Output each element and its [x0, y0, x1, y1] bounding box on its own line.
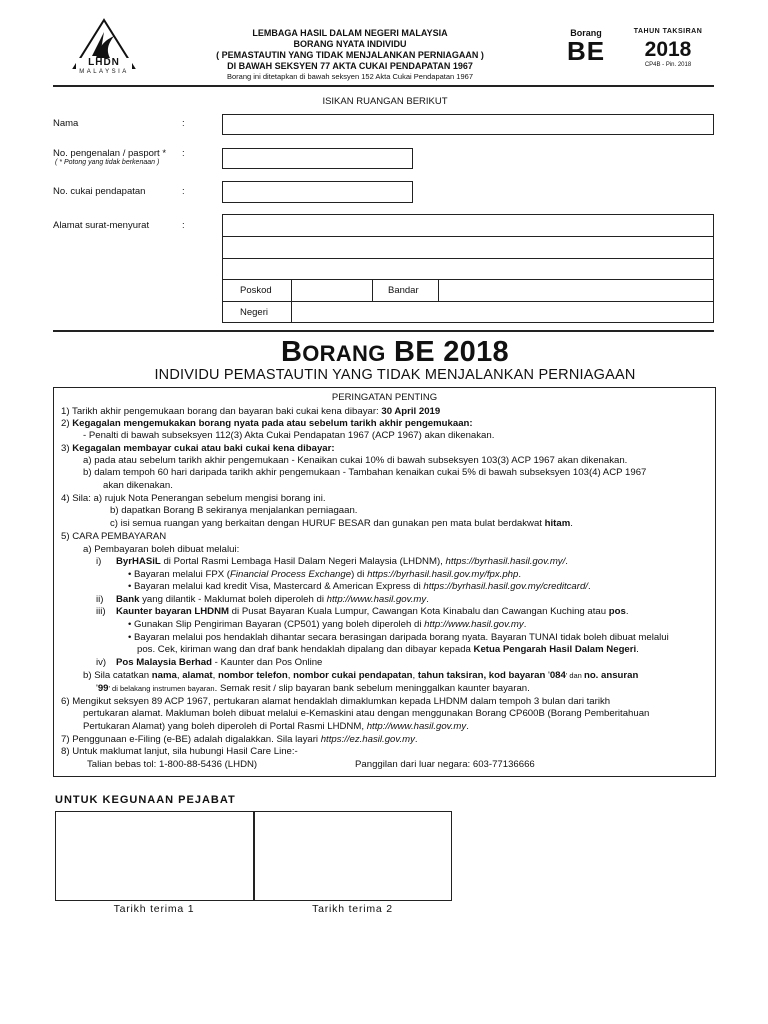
tarikh-terima-2-label: Tarikh terima 2: [312, 903, 393, 915]
notice-5b: b) Sila catatkan nama, alamat, nombor telefon, nombor cukai pendapatan, tahun taksiran, kod bayaran '084' dan no. ansuran: [83, 670, 639, 681]
notice-item-7: 7) Penggunaan e-Filing (e-BE) adalah digalakkan. Sila layari https://ez.hasil.gov.my.: [61, 734, 418, 745]
nama-colon: :: [182, 118, 185, 129]
notice-item-3b: b) dalam tempoh 60 hari daripada tarikh akhir pengemukaan - Tambahan kenaikan cukai 5% di bawah subseksyen 103(4) ACP 1967: [83, 467, 647, 478]
alamat-row-line-2: [222, 258, 714, 259]
notice-creditcard: • Bayaran melalui kad kredit Visa, Mastercard & American Express di https://byrhasil.hasil.gov.my/creditcard/.: [128, 581, 591, 592]
title-code: BE 2018: [394, 336, 509, 368]
notice-tollfree: Talian bebas tol: 1-800-88-5436 (LHDN): [87, 759, 258, 770]
title-prefix-rest: ORANG: [302, 341, 386, 366]
ic-field[interactable]: [222, 148, 413, 169]
borang-code: BE: [566, 36, 606, 66]
ic-label: No. pengenalan / pasport *: [53, 148, 167, 159]
notice-fpx: • Bayaran melalui FPX (Financial Process Exchange) di https://byrhasil.hasil.gov.my/fpx.php.: [128, 569, 521, 580]
negeri-label: Negeri: [240, 307, 268, 318]
alamat-colon: :: [182, 220, 185, 231]
notice-item-4c: c) isi semua ruangan yang berkaitan dengan HURUF BESAR dan gunakan pen mata bulat berdakwat hitam.: [110, 518, 573, 529]
notice-item-5: 5) CARA PEMBAYARAN: [61, 531, 167, 542]
form-code: CP4B - Pin. 2018: [644, 62, 692, 68]
notice-item-2: 2) Kegagalan mengemukakan borang nyata pada atau sebelum tarikh akhir pengemukaan:: [61, 418, 473, 429]
office-use-divider: [253, 811, 255, 901]
form-subtitle: INDIVIDU PEMASTAUTIN YANG TIDAK MENJALANKAN PERNIAGAAN: [154, 367, 636, 383]
notice-item-3b-cont: akan dikenakan.: [103, 480, 173, 491]
poskod-field[interactable]: [292, 280, 372, 301]
header-block: [150, 28, 550, 82]
lhdn-logo: [70, 18, 138, 78]
notice-cp501: • Gunakan Slip Pengiriman Bayaran (CP501) yang boleh diperoleh di http://www.hasil.gov.my.: [128, 619, 527, 630]
title-prefix-cap: B: [281, 336, 303, 368]
bandar-divider-1: [372, 279, 373, 301]
notice-item-2-detail: - Penalti di bawah subseksyen 112(3) Akta Cukai Pendapatan 1967 (ACP 1967) akan dikenakan.: [83, 430, 495, 441]
notice-5a-iv: iv) Pos Malaysia Berhad - Kaunter dan Pos Online: [96, 657, 323, 668]
logo-text: LHDN: [88, 57, 120, 68]
notice-item-6-cont1: pertukaran alamat. Makluman boleh dibuat melalui e-Kemaskini atau dengan menggunakan Borang CP600B (Borang Pemberitahuan: [83, 708, 650, 719]
nama-label: Nama: [53, 118, 79, 129]
tarikh-terima-1-field[interactable]: [57, 813, 251, 899]
form-category: ( PEMASTAUTIN YANG TIDAK MENJALANKAN PERNIAGAAN ): [216, 50, 484, 60]
notice-heading: PERINGATAN PENTING: [331, 392, 438, 403]
notice-item-1: 1) Tarikh akhir pengemukaan borang dan bayaran baki cukai kena dibayar: 30 April 2019: [61, 406, 441, 417]
notice-5a-iii: iii) Kaunter bayaran LHDNM di Pusat Bayaran Kuala Lumpur, Cawangan Kota Kinabalu dan Cawangan Kuching atau pos.: [96, 606, 629, 617]
borang-block: [560, 28, 612, 64]
section-title: ISIKAN RUANGAN BERIKUT: [322, 96, 448, 107]
ic-note: ( * Potong yang tidak berkenaan ): [55, 159, 160, 166]
tarikh-terima-2-field[interactable]: [256, 813, 450, 899]
tax-field[interactable]: [222, 181, 413, 203]
bandar-label: Bandar: [388, 285, 419, 296]
negeri-field[interactable]: [292, 302, 713, 322]
form-name: BORANG NYATA INDIVIDU: [293, 39, 407, 49]
tarikh-terima-1-label: Tarikh terima 1: [113, 903, 195, 915]
logo-subtext: MALAYSIA: [79, 69, 129, 75]
form-legal-note: Borang ini ditetapkan di bawah seksyen 152 Akta Cukai Pendapatan 1967: [226, 72, 473, 81]
office-use-title: UNTUK KEGUNAAN PEJABAT: [55, 794, 236, 806]
alamat-label: Alamat surat-menyurat: [53, 220, 150, 231]
notice-5a-ii: ii) Bank yang dilantik - Maklumat boleh diperoleh di http://www.hasil.gov.my.: [96, 594, 429, 605]
tahun-label: TAHUN TAKSIRAN: [633, 28, 703, 35]
notice-overseas: Panggilan dari luar negara: 603-77136666: [355, 759, 535, 770]
notice-item-6: 6) Mengikut seksyen 89 ACP 1967, pertukaran alamat hendaklah dimaklumkan kepada LHDNM dalam tempoh 3 bulan dari tarikh: [61, 696, 611, 707]
borang-label: Borang: [570, 28, 602, 38]
tax-colon: :: [182, 186, 185, 197]
notice-pos-cont: pos. Cek, kiriman wang dan draf bank hendaklah dipalang dan dibayar kepada Ketua Pengarah Hasil Dalam Negeri.: [137, 644, 639, 655]
poskod-label: Poskod: [240, 285, 272, 296]
notice-item-5a: a) Pembayaran boleh dibuat melalui:: [83, 544, 240, 555]
tahun-block: [628, 28, 708, 68]
notice-item-5a-i: i) ByrHASiL di Portal Rasmi Lembaga Hasil Dalam Negeri Malaysia (LHDNM), https://byrhasil.hasil.gov.my/.: [96, 556, 568, 567]
ic-colon: :: [182, 148, 185, 159]
nama-field[interactable]: [222, 114, 714, 135]
tahun-value: 2018: [644, 38, 692, 61]
notice-pos: • Bayaran melalui pos hendaklah dihantar secara berasingan daripada borang nyata. Bayaran TUNAI tidak boleh dibuat melalui: [128, 632, 669, 643]
agency-name: LEMBAGA HASIL DALAM NEGERI MALAYSIA: [252, 28, 448, 38]
notice-item-6-cont2: Pertukaran Alamat) yang boleh diperoleh di Portal Rasmi LHDNM, http://www.hasil.gov.my.: [83, 721, 469, 732]
notice-content: [53, 387, 716, 777]
notice-item-3: 3) Kegagalan membayar cukai atau baki cukai kena dibayar:: [61, 443, 335, 454]
notice-item-8: 8) Untuk maklumat lanjut, sila hubungi Hasil Care Line:-: [61, 746, 298, 757]
form-section: DI BAWAH SEKSYEN 77 AKTA CUKAI PENDAPATAN 1967: [227, 61, 473, 71]
alamat-row-line-1: [222, 236, 714, 237]
form-divider: [53, 330, 714, 332]
notice-item-4b: b) dapatkan Borang B sekiranya menjalankan perniagaan.: [110, 505, 358, 516]
notice-item-4a: 4) Sila: a) rujuk Nota Penerangan sebelum mengisi borang ini.: [61, 493, 326, 504]
header-divider: [53, 85, 714, 87]
form-title: [0, 336, 768, 369]
notice-5b-cont: '99' di belakang instrumen bayaran. Semak resit / slip bayaran bank sebelum meninggalkan kaunter bayaran.: [96, 683, 530, 694]
notice-item-3a: a) pada atau sebelum tarikh akhir pengemukaan - Kenaikan cukai 10% di bawah subseksyen 103(3) ACP 1967 akan dikenakan.: [83, 455, 628, 466]
tax-label: No. cukai pendapatan: [53, 186, 146, 197]
bandar-field[interactable]: [439, 280, 713, 301]
